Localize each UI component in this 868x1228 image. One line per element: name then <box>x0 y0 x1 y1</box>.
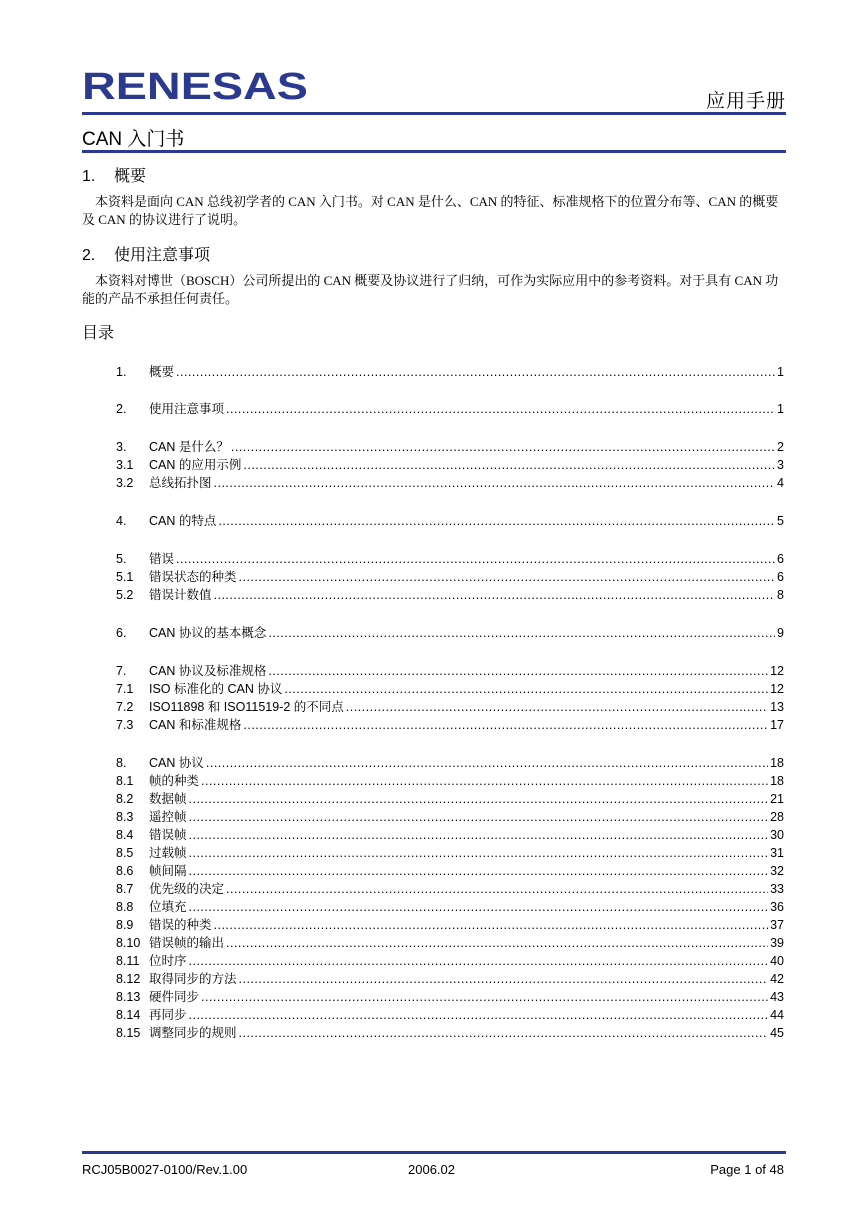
toc-entry-page: 39 <box>770 936 784 950</box>
toc-dot-leader <box>189 864 769 878</box>
toc-entry-number: 7. <box>116 664 127 678</box>
toc-entry-number: 8.7 <box>116 882 134 896</box>
toc-entry[interactable] <box>116 951 784 969</box>
toc-entry[interactable] <box>116 843 784 861</box>
toc-entry-page: 4 <box>777 476 784 490</box>
toc-entry-number: 8.3 <box>116 810 134 824</box>
toc-dot-leader <box>201 990 768 1004</box>
toc-entry-page: 9 <box>777 626 784 640</box>
toc-entry-number: 5. <box>116 552 127 566</box>
toc-entry[interactable] <box>116 753 784 771</box>
toc-entry-page: 12 <box>770 682 784 696</box>
toc-entry-page: 28 <box>770 810 784 824</box>
toc-entry[interactable] <box>116 861 784 879</box>
toc-dot-leader <box>226 402 775 416</box>
toc-entry-label: CAN 是什么？ <box>149 440 229 454</box>
toc-dot-leader <box>243 718 768 732</box>
toc-entry-number: 8.14 <box>116 1008 141 1022</box>
footer-rule <box>82 1151 786 1154</box>
section-heading-2 <box>82 242 210 265</box>
toc-dot-leader <box>206 756 768 770</box>
toc-entry[interactable] <box>116 1023 784 1041</box>
toc-entry-page: 13 <box>770 700 784 714</box>
toc-entry-label: 调整同步的规则 <box>149 1026 237 1040</box>
toc-entry-label: 错误帧 <box>149 828 187 842</box>
toc-entry-number: 8.2 <box>116 792 134 806</box>
toc-entry-number: 8.5 <box>116 846 134 860</box>
toc-entry-number: 5.2 <box>116 588 134 602</box>
renesas-logo <box>82 66 310 104</box>
toc-entry-label: 帧间隔 <box>149 864 187 878</box>
toc-entry[interactable] <box>116 399 784 417</box>
document-title: CAN 入门书 <box>82 129 185 150</box>
svg-text:RENESAS: RENESAS <box>82 66 308 104</box>
toc-entry-label: 帧的种类 <box>149 774 200 788</box>
toc-dot-leader <box>346 700 768 714</box>
section-body-2: 本资料对博世（BOSCH）公司所提出的 CAN 概要及协议进行了归纳，可作为实际应用中的参考资料。对于具有 CAN 功能的产品不承担任何责任。 <box>82 273 779 306</box>
toc-entry-page: 1 <box>777 365 784 379</box>
toc-entry-page: 6 <box>777 570 784 584</box>
toc-entry-label: 使用注意事项 <box>149 402 225 416</box>
section-title: 使用注意事项 <box>114 247 211 264</box>
toc-entry-label: CAN 协议 <box>149 756 204 770</box>
toc-entry-number: 8.4 <box>116 828 134 842</box>
toc-entry-number: 7.1 <box>116 682 134 696</box>
toc-entry[interactable] <box>116 825 784 843</box>
toc-entry-label: CAN 和标准规格 <box>149 718 242 732</box>
section-body-1: 本资料是面向 CAN 总线初学者的 CAN 入门书。对 CAN 是什么、CAN 的特征、标准规格下的位置分布等、CAN 的概要及 CAN 的协议进行了说明。 <box>82 194 779 227</box>
toc-dot-leader <box>189 792 769 806</box>
toc-entry[interactable] <box>116 549 784 567</box>
toc-entry-page: 17 <box>770 718 784 732</box>
toc-entry[interactable] <box>116 623 784 641</box>
toc-entry-page: 21 <box>770 792 784 806</box>
toc-entry[interactable] <box>116 897 784 915</box>
toc-entry-page: 1 <box>777 402 784 416</box>
toc-dot-leader <box>201 774 768 788</box>
footer-doc-id: RCJ05B0027-0100/Rev.1.00 <box>82 1162 248 1177</box>
toc-entry-page: 5 <box>777 514 784 528</box>
toc-entry[interactable] <box>116 807 784 825</box>
toc-entry[interactable] <box>116 933 784 951</box>
toc-entry-page: 40 <box>770 954 784 968</box>
toc-entry-label: 错误计数值 <box>149 588 212 602</box>
toc-entry-number: 6. <box>116 626 127 640</box>
toc-dot-leader <box>214 918 769 932</box>
toc-entry-label: 取得同步的方法 <box>149 972 237 986</box>
toc-entry-number: 3.2 <box>116 476 134 490</box>
toc-entry-label: 遥控帧 <box>149 810 187 824</box>
toc-dot-leader <box>189 810 769 824</box>
toc-entry-label: ISO 标准化的 CAN 协议 <box>149 682 283 696</box>
footer-page-number: Page 1 of 48 <box>710 1162 784 1177</box>
toc-dot-leader <box>268 664 768 678</box>
toc-entry-label: 错误状态的种类 <box>149 570 237 584</box>
toc-dot-leader <box>189 828 769 842</box>
toc-entry-number: 7.3 <box>116 718 134 732</box>
toc-entry-label: 位填充 <box>149 900 187 914</box>
toc-entry[interactable] <box>116 771 784 789</box>
toc-entry-number: 8.1 <box>116 774 134 788</box>
toc-entry[interactable] <box>116 511 784 529</box>
toc-dot-leader <box>214 588 776 602</box>
toc-entry[interactable] <box>116 362 784 380</box>
toc-entry[interactable] <box>116 567 784 585</box>
toc-entry-number: 8.12 <box>116 972 141 986</box>
toc-entry[interactable] <box>116 585 784 603</box>
toc-entry-label: 错误的种类 <box>149 918 212 932</box>
header-doc-type: 应用手册 <box>705 91 786 112</box>
toc-heading: 目录 <box>82 325 115 342</box>
toc-entry[interactable] <box>116 1005 784 1023</box>
toc-entry-number: 8.6 <box>116 864 134 878</box>
toc-entry-label: 再同步 <box>149 1008 187 1022</box>
toc-dot-leader <box>214 476 776 490</box>
toc-entry-label: 错误帧的输出 <box>149 936 225 950</box>
toc-entry-page: 18 <box>770 774 784 788</box>
toc-dot-leader <box>268 626 775 640</box>
toc-entry-number: 8.9 <box>116 918 134 932</box>
toc-entry-page: 18 <box>770 756 784 770</box>
toc-entry-label: 过载帧 <box>149 846 187 860</box>
toc-entry-page: 42 <box>770 972 784 986</box>
toc-entry[interactable] <box>116 789 784 807</box>
toc-entry-number: 8.13 <box>116 990 141 1004</box>
toc-entry-label: 位时序 <box>149 954 187 968</box>
toc-dot-leader <box>284 682 768 696</box>
toc-dot-leader <box>239 972 769 986</box>
toc-entry-page: 44 <box>770 1008 784 1022</box>
toc-entry-number: 8. <box>116 756 127 770</box>
toc-dot-leader <box>243 458 775 472</box>
toc-entry-page: 36 <box>770 900 784 914</box>
toc-entry-label: 总线拓扑图 <box>149 476 212 490</box>
toc-entry-page: 2 <box>777 440 784 454</box>
toc-entry[interactable] <box>116 715 784 733</box>
toc-entry[interactable] <box>116 969 784 987</box>
toc-entry-number: 5.1 <box>116 570 134 584</box>
toc-entry-page: 31 <box>770 846 784 860</box>
toc-entry-number: 8.8 <box>116 900 134 914</box>
toc-entry-label: CAN 协议及标准规格 <box>149 664 267 678</box>
toc-entry-page: 37 <box>770 918 784 932</box>
toc-dot-leader <box>239 570 776 584</box>
toc-entry-page: 45 <box>770 1026 784 1040</box>
toc-dot-leader <box>176 365 775 379</box>
toc-entry[interactable] <box>116 697 784 715</box>
toc-entry-label: ISO11898 和 ISO11519-2 的不同点 <box>149 700 344 714</box>
toc-entry-page: 30 <box>770 828 784 842</box>
toc-entry-label: CAN 的应用示例 <box>149 458 242 472</box>
section-heading-1 <box>82 163 146 186</box>
toc-dot-leader <box>226 882 768 896</box>
toc-entry-number: 1. <box>116 365 127 379</box>
toc-entry-number: 8.11 <box>116 954 140 968</box>
toc-dot-leader <box>189 900 769 914</box>
toc-dot-leader <box>226 936 768 950</box>
toc-entry[interactable] <box>116 987 784 1005</box>
toc-entry-label: 错误 <box>149 552 175 566</box>
toc-entry-page: 6 <box>777 552 784 566</box>
toc-entry-label: 数据帧 <box>149 792 187 806</box>
section-number: 1. <box>82 168 96 185</box>
toc-dot-leader <box>231 440 775 454</box>
toc-entry-label: 硬件同步 <box>149 990 200 1004</box>
toc-entry-label: 概要 <box>149 365 175 379</box>
toc-entry-label: CAN 的特点 <box>149 514 217 528</box>
toc-entry[interactable] <box>116 679 784 697</box>
toc-entry-page: 33 <box>770 882 784 896</box>
toc-entry[interactable] <box>116 661 784 679</box>
toc-entry-number: 7.2 <box>116 700 134 714</box>
toc-dot-leader <box>189 1008 769 1022</box>
toc-entry-page: 12 <box>770 664 784 678</box>
title-rule <box>82 150 786 153</box>
toc-entry-number: 8.10 <box>116 936 141 950</box>
toc-entry-label: CAN 协议的基本概念 <box>149 626 267 640</box>
toc-entry[interactable] <box>116 915 784 933</box>
toc-entry[interactable] <box>116 473 784 491</box>
toc-entry-page: 43 <box>770 990 784 1004</box>
toc-entry[interactable] <box>116 455 784 473</box>
toc-entry[interactable] <box>116 879 784 897</box>
header-rule <box>82 112 786 115</box>
toc-entry-number: 3. <box>116 440 127 454</box>
toc-entry[interactable] <box>116 437 784 455</box>
toc-entry-number: 3.1 <box>116 458 134 472</box>
toc-entry-page: 3 <box>777 458 784 472</box>
toc-entry-page: 8 <box>777 588 784 602</box>
toc-dot-leader <box>218 514 775 528</box>
toc-entry-number: 4. <box>116 514 127 528</box>
section-number: 2. <box>82 247 96 264</box>
toc-dot-leader <box>189 846 769 860</box>
footer-date: 2006.02 <box>408 1162 455 1177</box>
toc-dot-leader <box>189 954 769 968</box>
toc-dot-leader <box>176 552 775 566</box>
toc-dot-leader <box>239 1026 769 1040</box>
toc-entry-number: 8.15 <box>116 1026 141 1040</box>
toc-entry-label: 优先级的决定 <box>149 882 225 896</box>
section-title: 概要 <box>114 168 147 185</box>
toc-entry-page: 32 <box>770 864 784 878</box>
toc-entry-number: 2. <box>116 402 127 416</box>
